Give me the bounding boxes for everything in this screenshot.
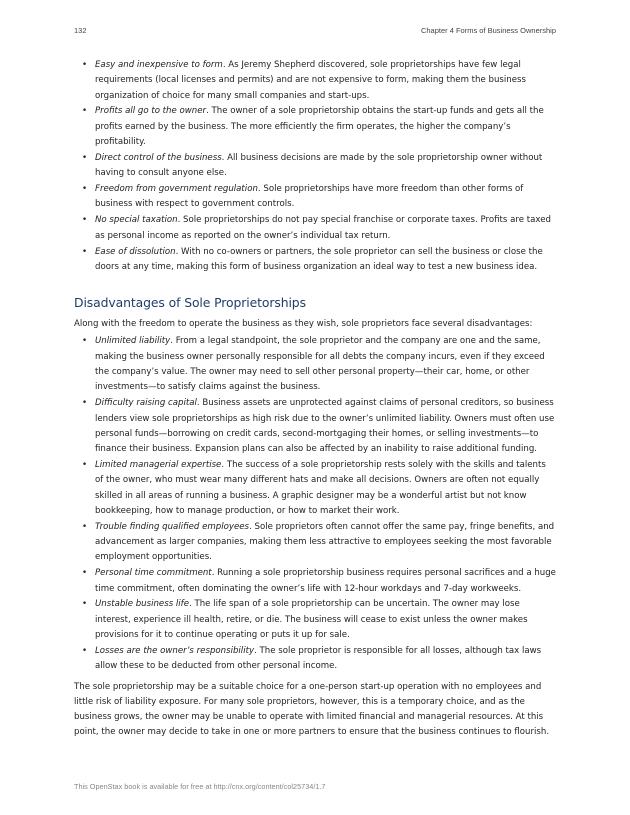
list-item	[74, 566, 556, 597]
item-text: . Running a sole proprietorship business requires personal sacrifices and a huge time commitment, often dominating the owner’s life with 12-hour workdays and 7-day workweeks.	[95, 568, 556, 594]
list-item	[74, 245, 556, 276]
item-term: Losses are the owner’s responsibility	[95, 645, 255, 656]
item-text: . As Jeremy Shepherd discovered, sole proprietorships have few legal requirements (local licenses and permits) and are not expensive to form, making them the business organization of choice for many small companies and start-ups.	[95, 60, 526, 101]
page-footer: This OpenStax book is available for free at http://cnx.org/content/col25734/1.7	[74, 782, 326, 791]
item-term: Easy and inexpensive to form	[95, 60, 223, 70]
item-text: . The life span of a sole proprietorship can be uncertain. The owner may lose interest, experience ill health, retire, or die. The business will cease to exist unless the owner makes provisions for it to continue operating or puts it up for sale.	[95, 599, 528, 641]
item-text: . With no co-owners or partners, the sole proprietor can sell the business or close the doors at any time, making this form of business organization an ideal way to test a new business idea.	[95, 246, 543, 272]
advantages-list	[74, 58, 556, 275]
list-item	[74, 520, 556, 566]
item-text: . Sole proprietorships have more freedom than other forms of business with respect to government controls.	[95, 184, 524, 210]
item-text: . The sole proprietor is responsible for all losses, although tax laws allow these to be deducted from other personal income.	[95, 645, 542, 672]
item-text: . Business assets are unprotected against claims of personal creditors, so business lenders view sole proprietorships as high risk due to the owner’s unlimited liability. Owners must often use personal funds—borrowing on credit cards, second-mortgaging their homes, or selling investments—to finance their business. Expansion plans can also be affected by an inability to raise additional funding.	[95, 398, 555, 455]
list-item	[74, 597, 556, 643]
page-number: 132	[74, 26, 87, 35]
list-item	[74, 396, 556, 457]
list-item	[74, 58, 556, 104]
list-item	[74, 213, 556, 244]
section-heading: Disadvantages of Sole Proprietorships	[74, 295, 306, 311]
item-term: Difficulty raising capital	[95, 398, 197, 409]
list-item	[74, 182, 556, 213]
list-item	[74, 104, 556, 150]
item-term: Unstable business life	[95, 599, 189, 610]
item-text: . Sole proprietors often cannot offer the same pay, fringe benefits, and advancement as larger companies, making them less attractive to employees seeking the most favorable employment opportunities.	[95, 521, 555, 563]
item-text: . All business decisions are made by the sole proprietorship owner without having to consult anyone else.	[95, 152, 543, 179]
item-term: No special taxation	[95, 215, 178, 226]
item-term: Limited managerial expertise	[95, 459, 222, 470]
disadvantages-list	[74, 334, 556, 674]
list-item	[74, 644, 556, 675]
item-text: . From a legal standpoint, the sole proprietor and the company are one and the same, making the business owner personally responsible for all debts the company incurs, even if they exceed the company’s value. The owner may need to sell other personal property—their car, home, or other investments—to satisfy claims against the business.	[95, 336, 545, 393]
item-term: Personal time commitment	[95, 568, 212, 579]
item-term: Unlimited liability	[95, 336, 171, 347]
chapter-title: Chapter 4 Forms of Business Ownership	[420, 26, 556, 35]
item-term: Freedom from government regulation	[95, 184, 258, 195]
closing-paragraph: The sole proprietorship may be a suitable choice for a one-person start-up operation with no employees and little risk of liability exposure. For many sole proprietors, however, this is a temporary choice, and as the business grows, the owner may be unable to operate with limited financial and managerial resources. At this point, the owner may decide to take in one or more partners to ensure that the business continues to flourish.	[74, 681, 550, 738]
page-header	[74, 26, 556, 38]
item-term: Profits all go to the owner	[95, 106, 207, 117]
page-content	[74, 58, 556, 741]
list-item	[74, 151, 556, 182]
list-item	[74, 334, 556, 395]
item-term: Trouble finding qualified employees	[95, 521, 250, 532]
item-text: . The owner of a sole proprietorship obtains the start-up funds and gets all the profits earned by the business. The more efficiently the firm operates, the higher the company’s profitability.	[95, 106, 544, 148]
item-term: Ease of dissolution	[95, 246, 176, 257]
section-intro: Along with the freedom to operate the business as they wish, sole proprietors face several disadvantages:	[74, 319, 533, 330]
item-text: . The success of a sole proprietorship rests solely with the skills and talents of the owner, who must wear many different hats and make all decisions. Owners are often not equally skilled in all areas of running a business. A graphic designer may be a wonderful artist but not know bookkeeping, how to manage production, or how to market their work.	[95, 459, 546, 516]
item-term: Direct control of the business	[95, 152, 222, 163]
list-item	[74, 458, 556, 519]
item-text: . Sole proprietorships do not pay special franchise or corporate taxes. Profits are taxed as personal income as reported on the owner’s individual tax return.	[95, 215, 551, 241]
